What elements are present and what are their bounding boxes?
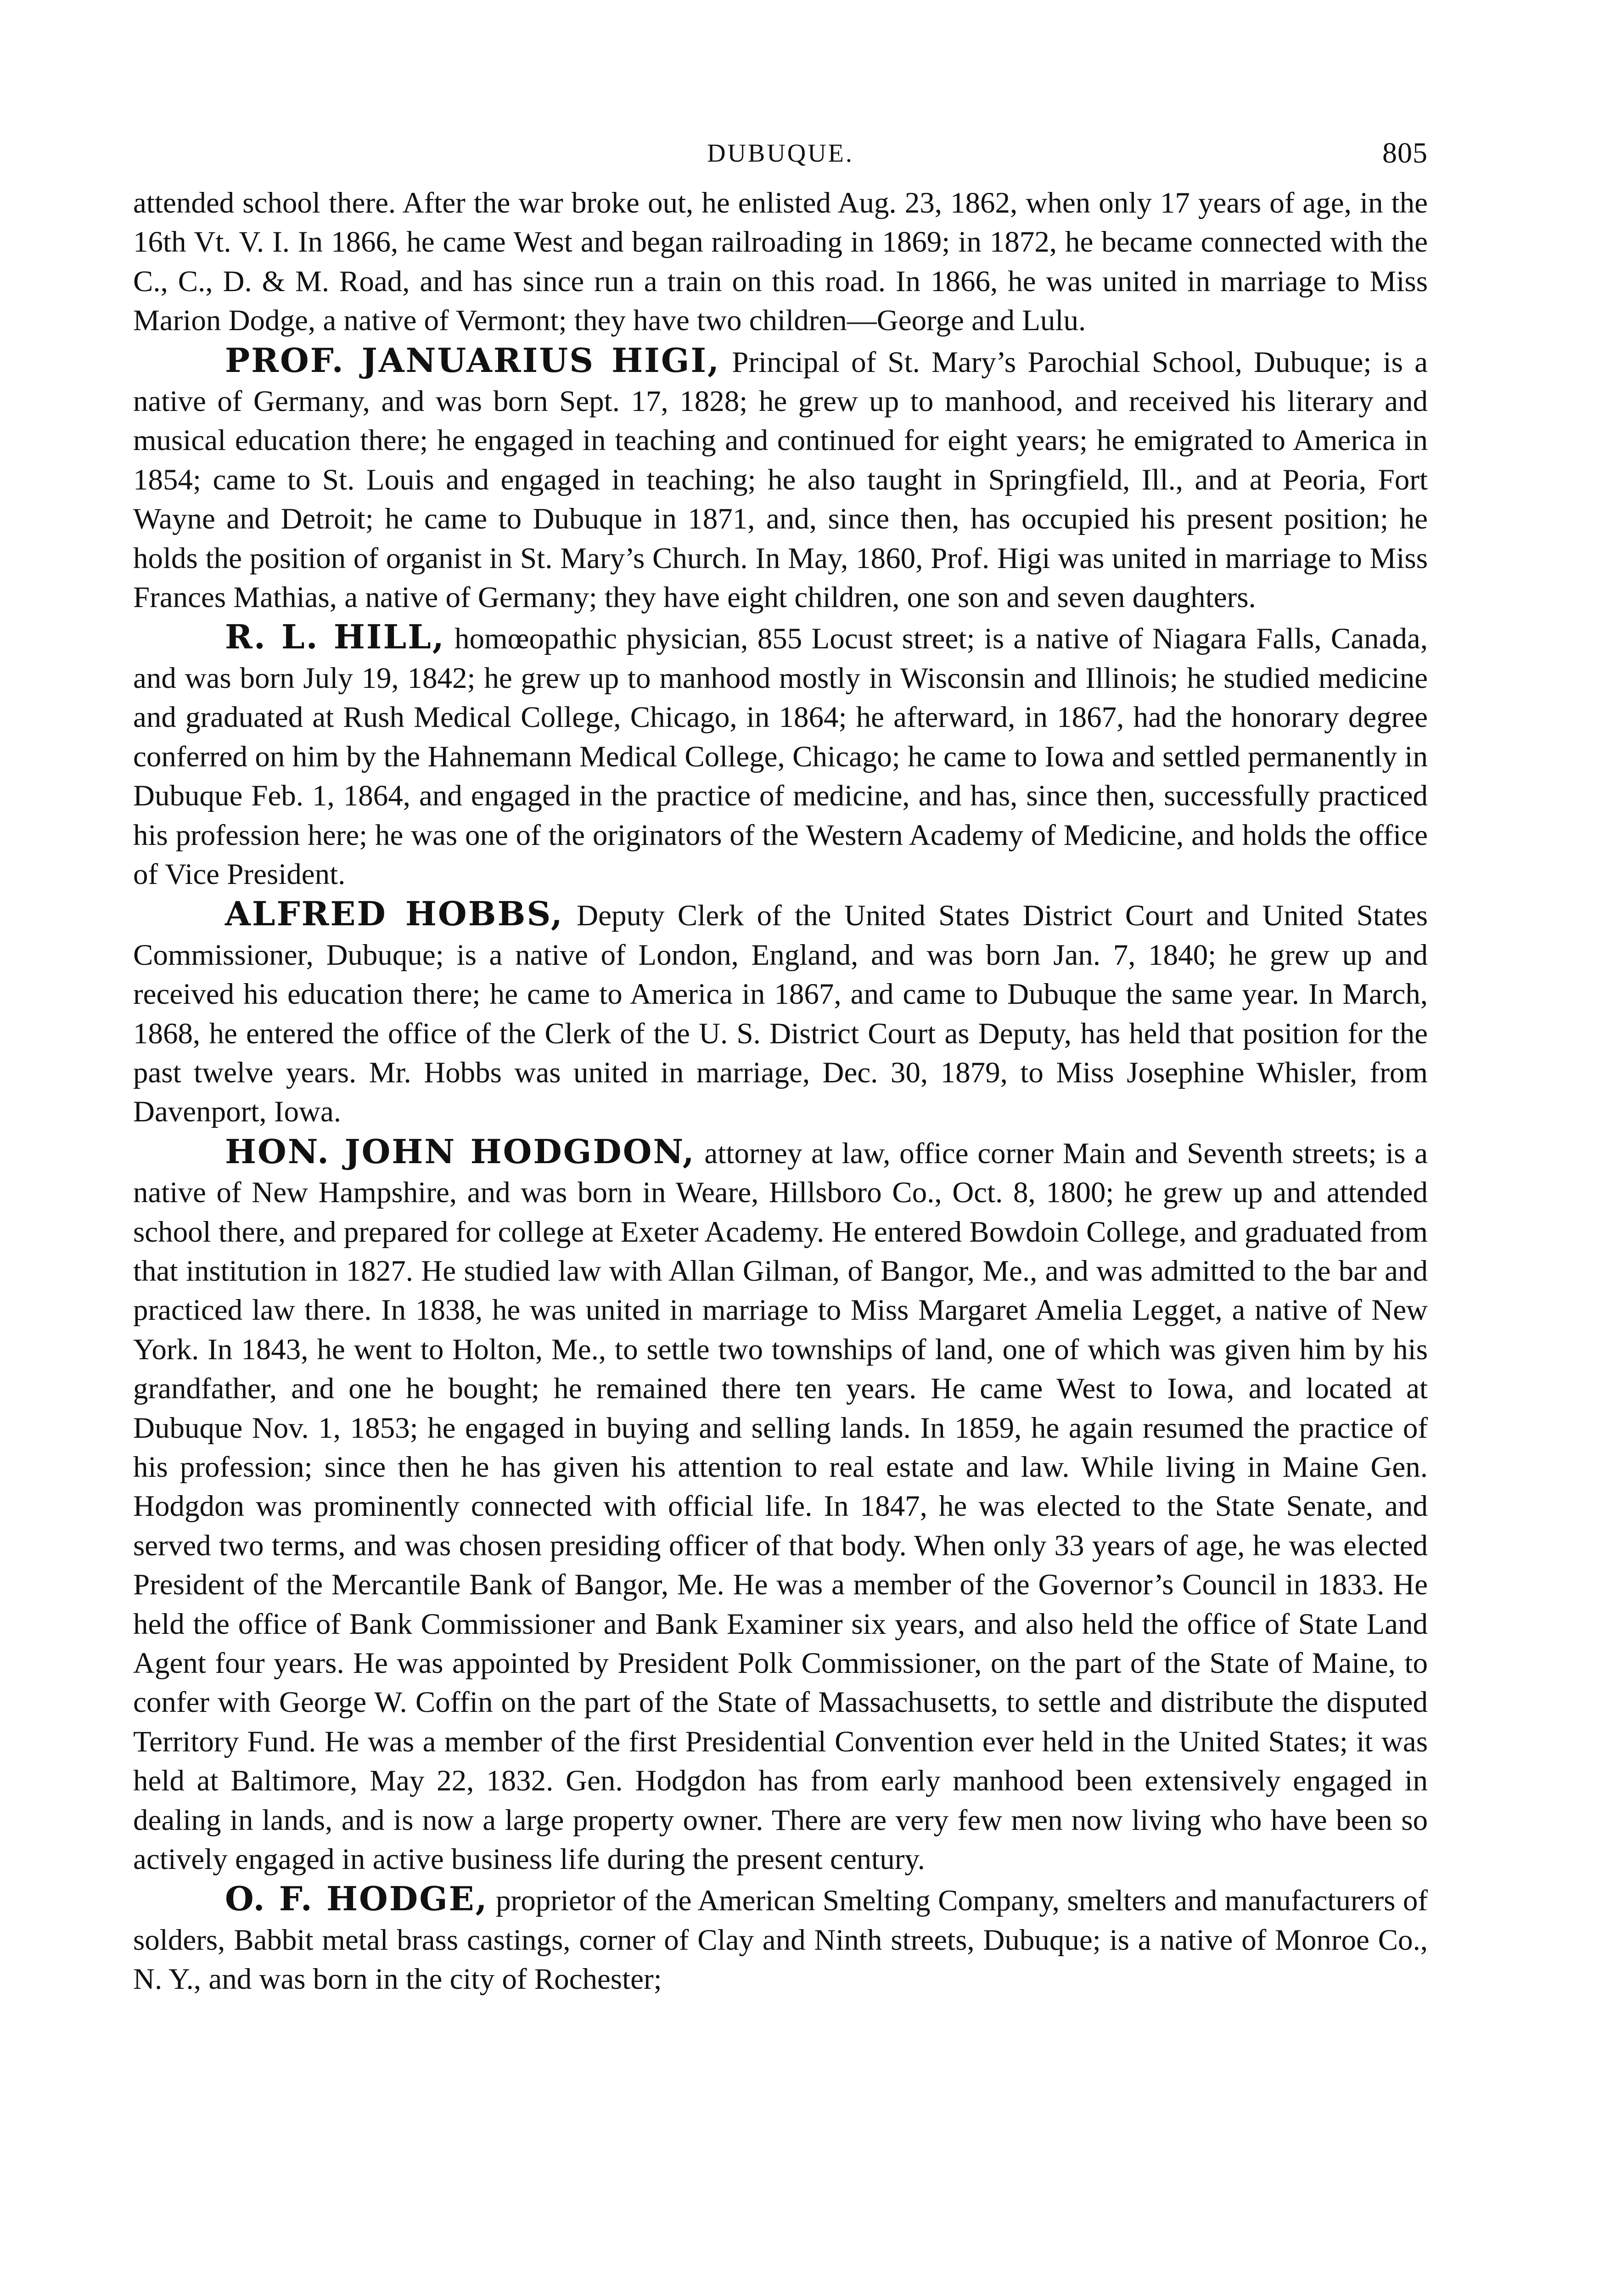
page-number: 805 xyxy=(1382,136,1428,169)
page-body xyxy=(133,184,1428,1999)
entry-name: HON. JOHN HODGDON, xyxy=(225,1131,696,1171)
book-page xyxy=(133,115,1428,1999)
entry-text: proprietor of the American Smelting Company, smelters and manufacturers of solders, Babbit metal brass castings, corner of Clay and Ninth streets, Dubuque; is a native of Monroe Co., N. Y., and was born in the city of Rochester; xyxy=(133,1884,1428,1996)
entry-name: PROF. JANUARIUS HIGI, xyxy=(225,340,721,380)
page-header xyxy=(133,115,1428,184)
biography-entry-hill xyxy=(133,617,1428,894)
entry-name: R. L. HILL, xyxy=(225,617,445,657)
entry-text: Deputy Clerk of the United States District Court and United States Commissioner, Dubuque; is a native of London, England, and was born Jan. 7, 1840; he grew up and received his education there; he came to America in 1867, and came to Dubuque the same year. In March, 1868, he entered the office of the Clerk of the U. S. District Court as Deputy, has held that position for the past twelve years. Mr. Hobbs was united in marriage, Dec. 30, 1879, to Miss Josephine Whisler, from Davenport, Iowa. xyxy=(133,899,1428,1129)
entry-text: homœopathic physician, 855 Locust street; is a native of Niagara Falls, Canada, and was born July 19, 1842; he grew up to manhood mostly in Wisconsin and Illinois; he studied medicine and graduated at Rush Medical College, Chicago, in 1864; he afterward, in 1867, had the honorary degree conferred on him by the Hahnemann Medical College, Chicago; he came to Iowa and settled permanently in Dubuque Feb. 1, 1864, and engaged in the practice of medicine, and has, since then, successfully practiced his profession here; he was one of the originators of the Western Academy of Medicine, and holds the office of Vice President. xyxy=(133,622,1428,891)
biography-entry-hodge xyxy=(133,1879,1428,1999)
entry-name: O. F. HODGE, xyxy=(225,1879,488,1919)
running-title: DUBUQUE. xyxy=(707,139,854,168)
biography-entry-higi xyxy=(133,341,1428,618)
entry-name: ALFRED HOBBS, xyxy=(225,894,564,934)
continuation-paragraph: attended school there. After the war broke out, he enlisted Aug. 23, 1862, when only 17 years of age, in the 16th Vt. V. I. In 1866, he came West and began railroading in 1869; in 1872, he became connected with the C., C., D. & M. Road, and has since run a train on this road. In 1866, he was united in marriage to Miss Marion Dodge, a native of Vermont; they have two children—George and Lulu. xyxy=(133,186,1428,338)
biography-entry-hobbs xyxy=(133,894,1428,1131)
biography-entry-hodgdon xyxy=(133,1132,1428,1880)
entry-text: Principal of St. Mary’s Parochial School, Dubuque; is a native of Germany, and was born Sept. 17, 1828; he grew up to manhood, and received his literary and musical education there; he engaged in teaching and continued for eight years; he emigrated to America in 1854; came to St. Louis and engaged in teaching; he also taught in Springfield, Ill., and at Peoria, Fort Wayne and Detroit; he came to Dubuque in 1871, and, since then, has occupied his present position; he holds the position of organist in St. Mary’s Church. In May, 1860, Prof. Higi was united in marriage to Miss Frances Mathias, a native of Germany; they have eight children, one son and seven daughters. xyxy=(133,345,1428,614)
entry-text: attorney at law, office corner Main and Seventh streets; is a native of New Hampshire, and was born in Weare, Hillsboro Co., Oct. 8, 1800; he grew up and attended school there, and prepared for college at Exeter Academy. He entered Bowdoin College, and graduated from that institution in 1827. He studied law with Allan Gilman, of Bangor, Me., and was admitted to the bar and practiced law there. In 1838, he was united in marriage to Miss Margaret Amelia Legget, a native of New York. In 1843, he went to Holton, Me., to settle two townships of land, one of which was given him by his grandfather, and one he bought; he remained there ten years. He came West to Iowa, and located at Dubuque Nov. 1, 1853; he engaged in buying and selling lands. In 1859, he again resumed the practice of his profession; since then he has given his attention to real estate and law. While living in Maine Gen. Hodgdon was prominently connected with official life. In 1847, he was elected to the State Senate, and served two terms, and was chosen presiding officer of that body. When only 33 years of age, he was elected President of the Mercantile Bank of Bangor, Me. He was a member of the Governor’s Council in 1833. He held the office of Bank Commissioner and Bank Examiner six years, and also held the office of State Land Agent four years. He was appointed by President Polk Commissioner, on the part of the State of Maine, to confer with George W. Coffin on the part of the State of Massachusetts, to settle and distribute the disputed Territory Fund. He was a member of the first Presidential Convention ever held in the United States; it was held at Baltimore, May 22, 1832. Gen. Hodgdon has from early manhood been extensively engaged in dealing in lands, and is now a large property owner. There are very few men now living who have been so actively engaged in active business life during the present century. xyxy=(133,1137,1428,1876)
